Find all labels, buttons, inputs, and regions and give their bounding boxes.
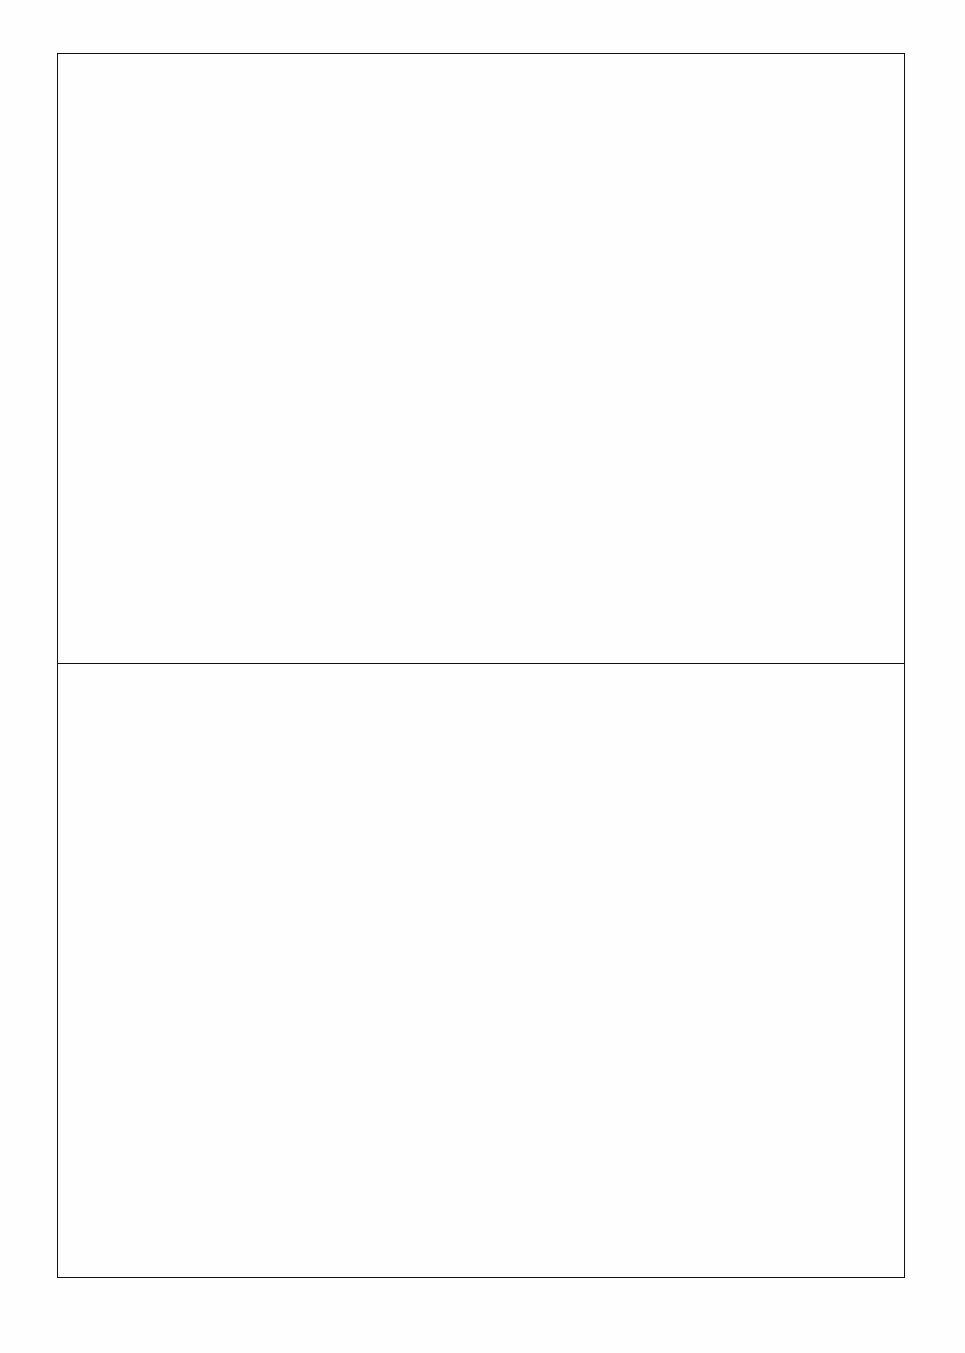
speech-bubbles-illustration <box>58 54 904 534</box>
raindrops-illustration <box>58 664 904 1184</box>
